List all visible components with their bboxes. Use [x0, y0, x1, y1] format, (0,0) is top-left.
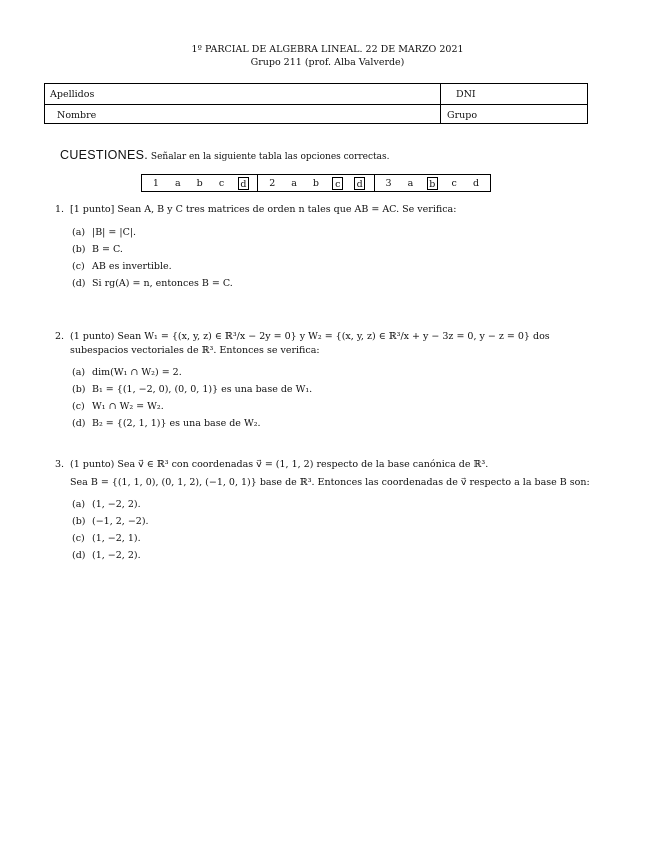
option-3d — [72, 547, 591, 564]
option-1b — [72, 241, 591, 258]
option-label: (d) — [72, 277, 86, 289]
question-statement — [55, 330, 591, 357]
option-label: (a) — [72, 226, 86, 238]
question-statement — [55, 203, 591, 217]
option-3c — [72, 530, 591, 547]
question-text: [1 punto] Sean A, B y C tres matrices de orden n tales que AB = AC. Se verifica: — [70, 204, 457, 215]
option-2c — [72, 398, 591, 415]
answer-number: 3 — [385, 177, 392, 189]
option-1c — [72, 258, 591, 275]
answer-option-1a[interactable]: a — [174, 177, 181, 189]
option-label: (c) — [72, 260, 85, 272]
option-label: (d) — [72, 550, 86, 561]
option-3a — [72, 496, 591, 513]
answer-table — [141, 174, 491, 192]
option-text: (1, −2, 2). — [92, 550, 141, 561]
option-1d — [72, 275, 591, 292]
option-label: (a) — [72, 499, 86, 510]
exam-subtitle: Grupo 211 (prof. Alba Valverde) — [250, 57, 405, 68]
option-2a — [72, 364, 591, 381]
answer-number: 2 — [269, 177, 276, 189]
exam-header — [0, 43, 655, 69]
question-text: (1 punto) Sean W₁ = {(x, y, z) ∈ ℝ³/x − 2y = 0} y W₂ = {(x, y, z) ∈ ℝ³/x + y − 3z = 0, y − z = 0} dos subespacios vectoriales de ℝ³. Entonces se verifica: — [70, 331, 550, 356]
question-number: 3. — [55, 459, 65, 470]
question-options — [55, 364, 591, 432]
question-options — [55, 224, 591, 292]
option-label: (b) — [72, 516, 86, 527]
answer-option-2b[interactable]: b — [312, 177, 320, 189]
nombre-field[interactable]: Nombre — [45, 105, 441, 124]
question-number: 1. — [55, 204, 65, 215]
answer-option-1d[interactable]: d — [238, 177, 249, 190]
option-label: (a) — [72, 367, 86, 378]
option-text: W₁ ∩ W₂ = W₂. — [92, 401, 164, 412]
answer-option-2d[interactable]: d — [354, 177, 365, 190]
option-label: (d) — [72, 418, 86, 429]
option-label: (b) — [72, 243, 86, 255]
option-text: (1, −2, 1). — [92, 533, 141, 544]
id-row-2 — [45, 104, 587, 124]
option-label: (c) — [72, 401, 85, 412]
option-text: B = C. — [92, 243, 123, 255]
answer-group-3 — [374, 175, 490, 191]
option-text: AB es invertible. — [92, 260, 172, 272]
question-1 — [55, 203, 591, 292]
question-3 — [55, 458, 591, 564]
question-number: 2. — [55, 331, 65, 342]
answer-option-3d[interactable]: d — [472, 177, 480, 189]
option-2b — [72, 381, 591, 398]
cuestiones-heading — [60, 148, 390, 162]
answer-option-3a[interactable]: a — [407, 177, 414, 189]
student-id-table — [44, 83, 588, 124]
option-2d — [72, 415, 591, 432]
answer-option-1b[interactable]: b — [196, 177, 203, 189]
option-text: Si rg(A) = n, entonces B = C. — [92, 277, 233, 289]
id-row-1 — [45, 84, 587, 104]
answer-group-2 — [257, 175, 373, 191]
dni-field[interactable]: DNI — [456, 89, 476, 100]
exam-title: 1º PARCIAL DE ALGEBRA LINEAL. 22 DE MARZO 2021 — [191, 44, 464, 55]
grupo-field[interactable]: Grupo — [447, 110, 478, 121]
option-1a — [72, 224, 591, 241]
option-text: |B| = |C|. — [92, 226, 137, 238]
answer-option-2c[interactable]: c — [332, 177, 343, 190]
option-text: B₁ = {(1, −2, 0), (0, 0, 1)} es una base de W₁. — [92, 384, 313, 395]
cuestiones-title: CUESTIONES. — [60, 148, 149, 162]
option-text: dim(W₁ ∩ W₂) = 2. — [92, 367, 182, 378]
apellidos-field[interactable]: Apellidos — [45, 84, 441, 104]
option-text: B₂ = {(2, 1, 1)} es una base de W₂. — [92, 418, 261, 429]
question-statement-2: Sea B = {(1, 1, 0), (0, 1, 2), (−1, 0, 1)} base de ℝ³. Entonces las coordenadas de v⃗ respecto a la base B son: — [70, 476, 590, 488]
question-statement — [55, 458, 591, 472]
answer-option-1c[interactable]: c — [218, 177, 225, 189]
option-3b — [72, 513, 591, 530]
option-text: (1, −2, 2). — [92, 499, 141, 510]
answer-number: 1 — [152, 177, 159, 189]
answer-option-3c[interactable]: c — [451, 177, 457, 189]
option-label: (c) — [72, 533, 85, 544]
option-label: (b) — [72, 384, 86, 395]
question-text: (1 punto) Sea v⃗ ∈ ℝ³ con coordenadas v⃗ = (1, 1, 2) respecto de la base canónica de ℝ³. — [70, 459, 489, 470]
question-2 — [55, 330, 591, 432]
option-text: (−1, 2, −2). — [92, 516, 149, 527]
cuestiones-instruction: Señalar en la siguiente tabla las opciones correctas. — [150, 152, 390, 162]
question-options — [55, 496, 591, 564]
answer-option-3b[interactable]: b — [427, 177, 438, 190]
answer-group-1 — [142, 175, 257, 191]
answer-option-2a[interactable]: a — [291, 177, 297, 189]
